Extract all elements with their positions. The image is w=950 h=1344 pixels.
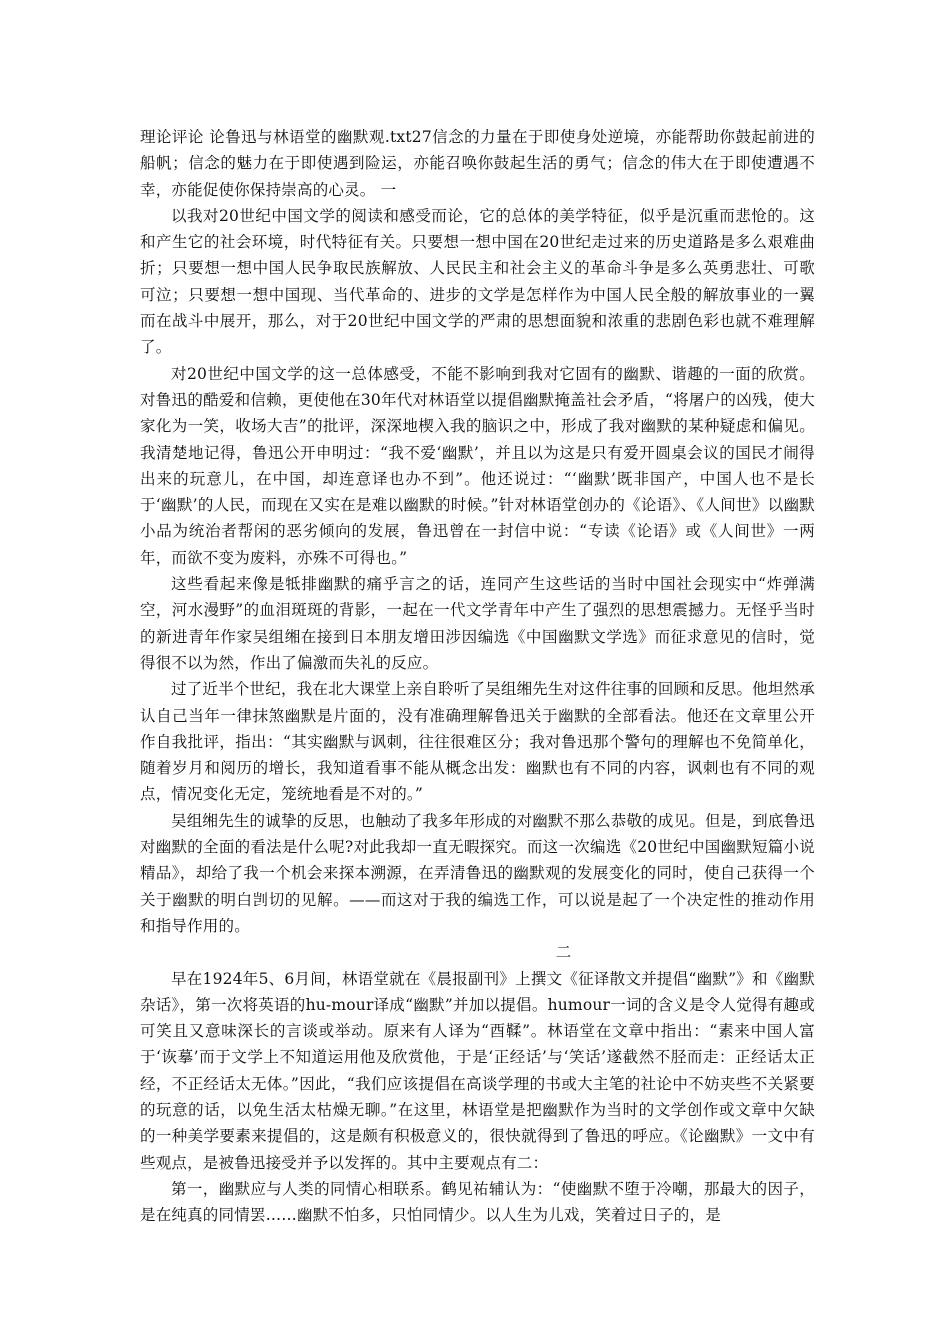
document-page [140,124,815,1228]
paragraph-3: 这些看起来像是牴排幽默的痛乎言之的话，连同产生这些话的当时中国社会现实中“炸弹满空，河水漫野”的血泪斑斑的背影，一起在一代文学青年中产生了强烈的思想震撼力。无怪乎当时的新进青年作家吴组缃在接到日本朋友增田涉因编选《中国幽默文学选》而征求意见的信时，觉得很不以为然，作出了偏激而失礼的反应。 [140,575,815,672]
paragraph-1: 以我对20世纪中国文学的阅读和感受而论，它的总体的美学特征，似乎是沉重而悲怆的。这和产生它的社会环境，时代特征有关。只要想一想中国在20世纪走过来的历史道路是多么艰难曲折；只要想一想中国人民争取民族解放、人民民主和社会主义的革命斗争是多么英勇悲壮、可歌可泣；只要想一想中国现、当代革命的、进步的文学是怎样作为中国人民全般的解放事业的一翼而在战斗中展开，那么，对于20世纪中国文学的严肃的思想面貌和浓重的悲剧色彩也就不难理解了。 [140,206,815,357]
section-two-heading: 二 [555,943,572,962]
document-title-line: 理论评论 论鲁迅与林语堂的幽默观.txt27信念的力量在于即使身处逆境，亦能帮助你鼓起前进的船帆；信念的魅力在于即使遇到险运，亦能召唤你鼓起生活的勇气；信念的伟大在于即使遭遇不幸，亦能促使你保持崇高的心灵。 一 [140,128,815,199]
paragraph-5: 吴组缃先生的诚挚的反思，也触动了我多年形成的对幽默不那么恭敬的成见。但是，到底鲁迅对幽默的全面的看法是什么呢?对此我却一直无暇探究。而这一次编选《20世纪中国幽默短篇小说精品》，却给了我一个机会来探本溯源，在弄清鲁迅的幽默观的发展变化的同时，使自己获得一个关于幽默的明白剀切的见解。——而这对于我的编选工作，可以说是起了一个决定性的推动作用和指导作用的。 [140,811,815,935]
section-two-paragraph-2: 第一，幽默应与人类的同情心相联系。鹤见祐辅认为：“使幽默不堕于冷嘲，那最大的因子，是在纯真的同情罢……幽默不怕多，只怕同情少。以人生为儿戏，笑着过日子的，是 [140,1179,815,1225]
section-two-paragraph-1: 早在1924年5、6月间，林语堂就在《晨报副刊》上撰文《征译散文并提倡“幽默”》和《幽默杂话》，第一次将英语的hu-mour译成“幽默”并加以提倡。humour一词的含义是令人觉得有趣或可笑且又意味深长的言谈或举动。原来有人译为“酉鞣”。林语堂在文章中指出：“素来中国人富于‘诙摹’而于文学上不知道运用他及欣赏他，于是‘正经话’与‘笑话’遂截然不胫而走：正经话太正经，不正经话太无体。”因此，“我们应该提倡在高谈学理的书或大主笔的社论中不妨夹些不关紧要的玩意的话，以免生活太枯燥无聊。”在这里，林语堂是把幽默作为当时的文学创作或文章中欠缺的一种美学要素来提倡的，这是颇有积极意义的，很快就得到了鲁迅的呼应。《论幽默》一文中有些观点，是被鲁迅接受并予以发挥的。其中主要观点有二： [140,969,815,1172]
paragraph-4: 过了近半个世纪，我在北大课堂上亲自聆听了吴组缃先生对这件往事的回顾和反思。他坦然承认自己当年一律抹煞幽默是片面的，没有准确理解鲁迅关于幽默的全部看法。他还在文章里公开作自我批评，指出：“其实幽默与讽刺，往往很难区分；我对鲁迅那个警句的理解也不免简单化，随着岁月和阅历的增长，我知道看事不能从概念出发：幽默也有不同的内容，讽刺也有不同的观点，情况变化无定，笼统地看是不对的。” [140,680,815,804]
paragraph-2: 对20世纪中国文学的这一总体感受，不能不影响到我对它固有的幽默、谐趣的一面的欣赏。对鲁迅的酷爱和信赖，更使他在30年代对林语堂以提倡幽默掩盖社会矛盾，“将屠户的凶残，使大家化为一笑，收场大吉”的批评，深深地楔入我的脑识之中，形成了我对幽默的某种疑虑和偏见。我清楚地记得，鲁迅公开申明过：“我不爱‘幽默’，并且以为这是只有爱开圆桌会议的国民才闹得出来的玩意儿，在中国，却连意译也办不到”。他还说过：“‘幽默’既非国产，中国人也不是长于‘幽默’的人民，而现在又实在是难以幽默的时候。”针对林语堂创办的《论语》、《人间世》以幽默小品为统治者帮闲的恶劣倾向的发展，鲁迅曾在一封信中说：“专读《论语》或《人间世》一两年，而欲不变为废料，亦殊不可得也。” [140,364,815,567]
